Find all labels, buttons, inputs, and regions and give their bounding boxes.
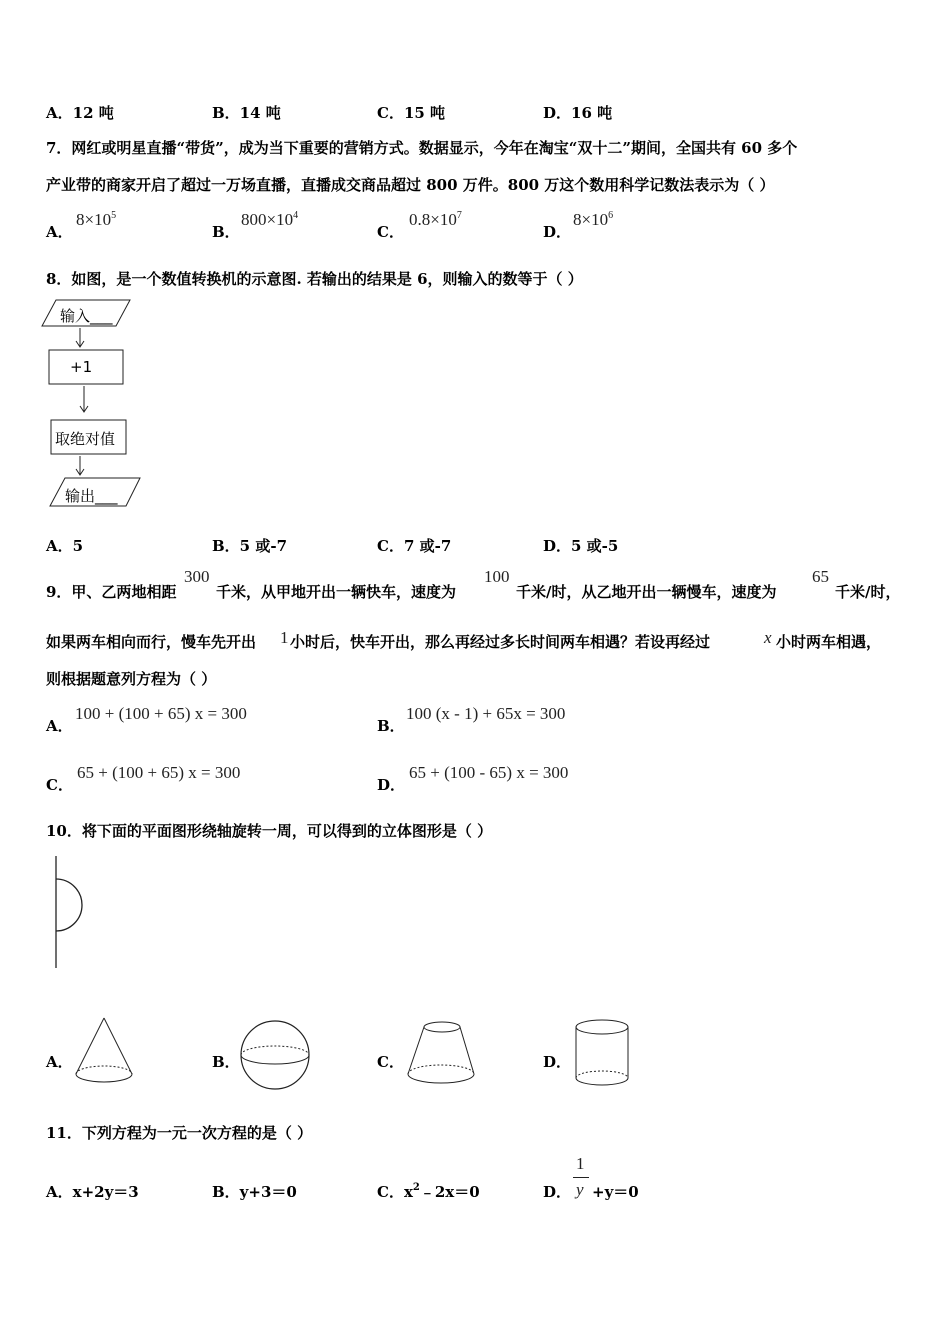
q9-distance: 300 xyxy=(184,567,210,586)
flow-output-label: 输出___ xyxy=(65,487,118,505)
q7-stem-line2: 产业带的商家开启了超过一万场直播，直播成交商品超过 800 万件。800 万这个数用科学记数法表示为（ ） xyxy=(46,176,775,194)
q8-stem: 8．如图，是一个数值转换机的示意图. 若输出的结果是 6，则输入的数等于（ ） xyxy=(46,270,583,288)
q9-line1-c: 千米/时，从乙地开出一辆慢车，速度为 xyxy=(516,583,777,601)
flow-plus-one-label: +1 xyxy=(70,358,93,376)
q9-variable: x xyxy=(764,628,772,647)
q6-option-a: A．12 吨 xyxy=(46,104,114,122)
q7-option-c-value: $0.8\times 10^7$ xyxy=(409,210,462,229)
q10-option-c-letter: C． xyxy=(377,1053,404,1071)
q7-option-a-letter: A． xyxy=(46,223,73,241)
q10-stem: 10．将下面的平面图形绕轴旋转一周，可以得到的立体图形是（ ） xyxy=(46,822,493,840)
q9-option-a-eq: 100 + (100 + 65) x = 300 xyxy=(75,704,247,723)
q10-option-d-letter: D． xyxy=(543,1053,572,1071)
q10-option-a-letter: A． xyxy=(46,1053,73,1071)
q11-option-a: A．x+2y＝3 xyxy=(46,1183,139,1201)
q9-line2-b: 小时后，快车开出，那么再经过多长时间两车相遇？若设再经过 xyxy=(290,633,711,651)
q11-option-b: B．y+3＝0 xyxy=(212,1183,297,1201)
q9-line3: 则根据题意列方程为（ ） xyxy=(46,670,217,688)
q9-option-b-letter: B． xyxy=(377,717,405,735)
q9-option-d-eq: 65 + (100 - 65) x = 300 xyxy=(409,763,569,782)
q11-option-c: C．$x^2﹣2x=0$ xyxy=(377,1182,480,1201)
q6-option-c: C．15 吨 xyxy=(377,104,446,122)
q8-option-d: D．5 或-5 xyxy=(543,537,619,555)
q7-option-c-letter: C． xyxy=(377,223,404,241)
q9-line1-b: 千米，从甲地开出一辆快车，速度为 xyxy=(216,583,457,601)
q6-option-b: B．14 吨 xyxy=(212,104,281,122)
q7-option-a-value: $8\times 10^5$ xyxy=(76,210,117,229)
q10-semicircle-figure xyxy=(48,854,98,974)
q8-option-a: A．5 xyxy=(46,537,84,555)
q9-option-c-letter: C． xyxy=(46,776,73,794)
q7-option-d-letter: D． xyxy=(543,223,572,241)
flow-abs-label: 取绝对值 xyxy=(55,430,116,448)
q9-option-a-letter: A． xyxy=(46,717,73,735)
q9-option-b-eq: 100 (x - 1) + 65x = 300 xyxy=(406,704,566,723)
q7-option-b-value: $800\times 10^4$ xyxy=(241,210,299,229)
cylinder-icon xyxy=(572,1016,637,1091)
frustum-icon xyxy=(400,1016,480,1091)
q7-stem-line1: 7．网红或明星直播“带货”，成为当下重要的营销方式。数据显示，今年在淘宝“双十二”期间，全国共有 60 多个 xyxy=(46,139,798,157)
q9-fast-speed: 100 xyxy=(484,567,510,586)
q9-slow-speed: 65 xyxy=(812,567,829,586)
q11-fraction-bar xyxy=(573,1177,589,1178)
q11-fraction-numerator: 1 xyxy=(576,1154,585,1173)
q9-line1-d: 千米/时， xyxy=(835,583,901,601)
q9-option-d-letter: D． xyxy=(377,776,406,794)
q9-line1-a: 9．甲、乙两地相距 xyxy=(46,583,177,601)
q11-fraction-denominator: y xyxy=(576,1180,584,1199)
q9-option-c-eq: 65 + (100 + 65) x = 300 xyxy=(77,763,241,782)
q9-line2-a: 如果两车相向而行，慢车先开出 xyxy=(46,633,257,651)
q11-option-d-letter: D． xyxy=(543,1183,572,1201)
q11-stem: 11．下列方程为一元一次方程的是（ ） xyxy=(46,1124,313,1142)
q7-option-d-value: $8\times 10^6$ xyxy=(573,210,614,229)
q10-option-b-letter: B． xyxy=(212,1053,240,1071)
q7-option-b-letter: B． xyxy=(212,223,240,241)
flow-input-label: 输入___ xyxy=(60,307,113,325)
sphere-icon xyxy=(238,1018,313,1093)
q8-flowchart xyxy=(40,298,200,513)
q8-option-b: B．5 或-7 xyxy=(212,537,288,555)
q6-option-d: D．16 吨 xyxy=(543,104,613,122)
q11-option-d-rest: +y＝0 xyxy=(592,1183,639,1201)
q8-option-c: C．7 或-7 xyxy=(377,537,452,555)
cone-icon xyxy=(70,1014,140,1089)
q9-line2-c: 小时两车相遇， xyxy=(776,633,882,651)
q9-hour: 1 xyxy=(280,628,289,647)
